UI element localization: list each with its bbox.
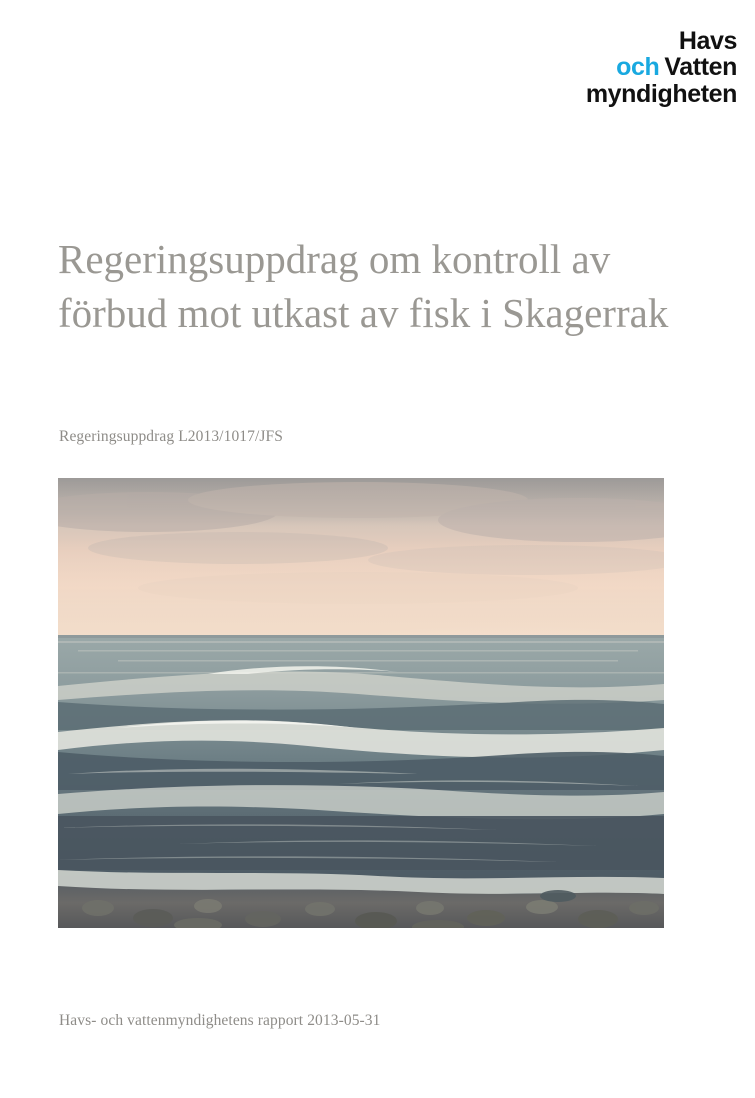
cover-photo <box>58 478 664 928</box>
logo-line-havs: Havs <box>678 27 737 55</box>
logo-line-myndigheten: myndigheten <box>585 79 737 108</box>
logo-line-och-vatten <box>586 54 737 80</box>
report-footer: Havs- och vattenmyndighetens rapport 2013-05-31 <box>59 1012 381 1029</box>
cover-photo-image <box>58 478 664 928</box>
logo-word-vatten: Vatten <box>664 53 737 82</box>
logo-word-och: och <box>616 53 660 82</box>
page-subtitle: Regeringsuppdrag L2013/1017/JFS <box>59 428 283 445</box>
agency-logo <box>586 28 737 107</box>
page-title: Regeringsuppdrag om kontroll av förbud mot utkast av fisk i Skagerrak <box>58 236 669 337</box>
